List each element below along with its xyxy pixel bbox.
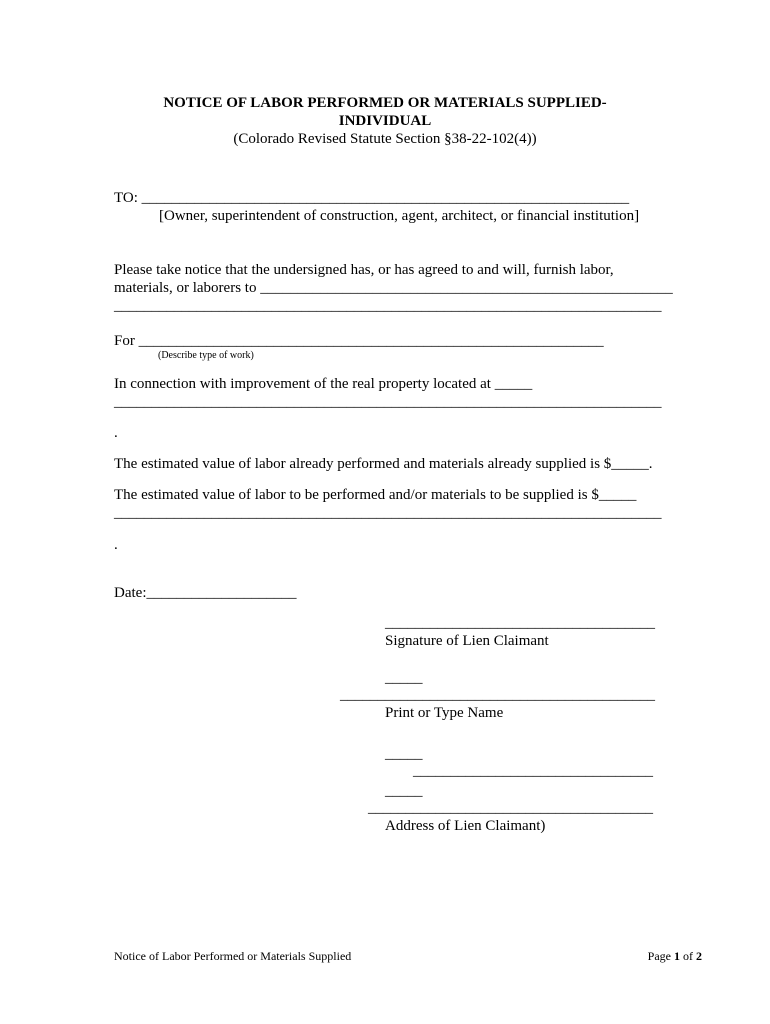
to-field-hint: [Owner, superintendent of construction, agent, architect, or financial institution] [159, 208, 640, 224]
property-period: . [114, 425, 118, 441]
print-name-label: Print or Type Name [385, 705, 504, 721]
signature-line[interactable]: ____________________________________ [385, 615, 655, 631]
signature-short-blank[interactable]: _____ [385, 670, 423, 686]
date-field[interactable]: Date:____________________ [114, 585, 297, 601]
page-mid: of [680, 949, 696, 963]
notice-text-line1: Please take notice that the undersigned has, or has agreed to and will, furnish labor, [114, 262, 614, 278]
property-blank-line[interactable]: _________________________________________________________________________ [114, 394, 662, 410]
document-subtitle: (Colorado Revised Statute Section §38-22-102(4)) [233, 131, 537, 147]
address-line-1[interactable]: ________________________________ [413, 763, 653, 779]
page-current: 1 [674, 949, 680, 963]
property-location-field[interactable]: In connection with improvement of the real property located at _____ [114, 376, 533, 392]
notice-blank-line[interactable]: _________________________________________________________________________ [114, 298, 662, 314]
estimate-future-field[interactable]: The estimated value of labor to be performed and/or materials to be supplied is $_____ [114, 487, 637, 503]
notice-text-line2[interactable]: materials, or laborers to _______________________________________________________ [114, 280, 673, 296]
address-label: Address of Lien Claimant) [385, 818, 546, 834]
page-prefix: Page [647, 949, 674, 963]
address-short-blank-2[interactable]: _____ [385, 783, 423, 799]
print-name-line[interactable]: __________________________________________ [340, 687, 655, 703]
address-short-blank-1[interactable]: _____ [385, 746, 423, 762]
for-field-hint: (Describe type of work) [158, 350, 254, 361]
for-field[interactable]: For ______________________________________________________________ [114, 333, 604, 349]
page-total: 2 [696, 949, 702, 963]
document-title-line2: INDIVIDUAL [338, 113, 432, 129]
footer-page-number [648, 949, 702, 963]
estimate-blank-line[interactable]: _________________________________________________________________________ [114, 505, 662, 521]
signature-label: Signature of Lien Claimant [385, 633, 549, 649]
estimate-period: . [114, 537, 118, 553]
address-line-2[interactable]: ______________________________________ [368, 800, 653, 816]
estimate-performed-field[interactable]: The estimated value of labor already performed and materials already supplied is $_____. [114, 456, 653, 472]
to-field[interactable]: TO: _________________________________________________________________ [114, 190, 630, 206]
document-title-line1: NOTICE OF LABOR PERFORMED OR MATERIALS SUPPLIED- [163, 95, 607, 111]
footer-title: Notice of Labor Performed or Materials Supplied [114, 949, 352, 963]
